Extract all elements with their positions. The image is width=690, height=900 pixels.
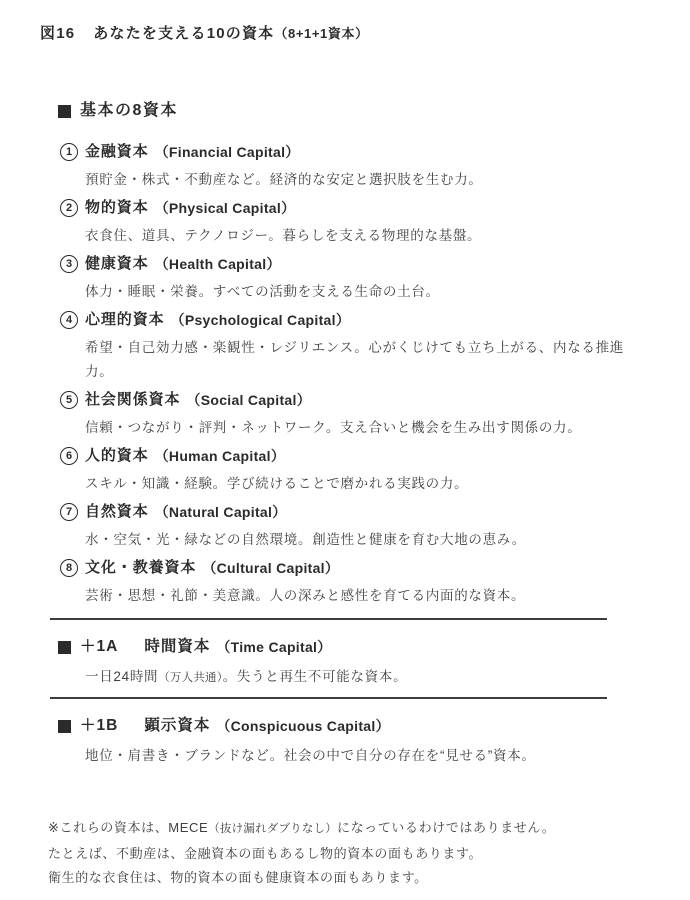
capital-item-natural [60, 501, 690, 552]
figure-title-paren: （8+1+1資本） [274, 26, 369, 41]
capital-name-en: （Natural Capital） [154, 504, 287, 520]
capital-item-heading [60, 309, 690, 331]
footnote-paren-small: （抜け漏れダブりなし） [208, 823, 337, 835]
capital-name: 自然資本 [85, 503, 149, 520]
capital-item-heading [60, 141, 690, 163]
plus-capital-heading [58, 715, 690, 737]
figure-title [40, 24, 690, 44]
footnote-line-1 [48, 816, 690, 842]
capital-description: スキル・知識・経験。学び続けることで磨かれる実践の力。 [85, 476, 469, 491]
description-text: 一日24時間 [85, 669, 159, 684]
capital-description: 体力・睡眠・栄養。すべての活動を支える生命の土台。 [85, 284, 440, 299]
capital-name: 社会関係資本 [85, 391, 181, 408]
capital-name-en: （Financial Capital） [154, 144, 300, 160]
plus-capital-heading [58, 636, 690, 658]
capital-description: 預貯金・株式・不動産など。経済的な安定と選択肢を生む力。 [85, 172, 483, 187]
description-text: 。失うと再生不可能な資本。 [222, 669, 408, 684]
footnote-line-3: 衛生的な衣食住は、物的資本の面も健康資本の面もあります。 [48, 870, 428, 885]
black-square-icon [58, 720, 71, 733]
capital-name-en: （Psychological Capital） [170, 312, 351, 328]
capital-name-en: （Human Capital） [154, 448, 286, 464]
capital-item-financial [60, 141, 690, 192]
circled-number-icon: 6 [60, 447, 78, 465]
figure-title-text: あなたを支える10の資本 [93, 25, 275, 42]
plus-label: ＋1B [80, 717, 119, 734]
capital-item-heading [60, 445, 690, 467]
capital-item-cultural [60, 557, 690, 608]
capital-name-en: （Social Capital） [186, 392, 312, 408]
capital-item-social [60, 389, 690, 440]
capital-description [85, 665, 690, 690]
circled-number-icon: 8 [60, 559, 78, 577]
capital-description: 水・空気・光・緑などの自然環境。創造性と健康を育む大地の恵み。 [85, 532, 527, 547]
circled-number-icon: 3 [60, 255, 78, 273]
section-header-basic8 [58, 100, 690, 122]
section-title: 基本の8資本 [80, 102, 178, 119]
capital-name-en: （Conspicuous Capital） [216, 718, 390, 734]
footnote [48, 816, 690, 891]
description-paren-small: （万人共通） [158, 672, 223, 684]
capital-name: 心理的資本 [85, 311, 165, 328]
capital-name: 顕示資本 [144, 717, 211, 734]
capital-name: 文化・教養資本 [85, 559, 197, 576]
capital-name: 人的資本 [85, 447, 149, 464]
divider-rule [50, 618, 607, 620]
capital-item-heading [60, 557, 690, 579]
circled-number-icon: 4 [60, 311, 78, 329]
black-square-icon [58, 105, 71, 118]
capital-item-heading [60, 253, 690, 275]
capital-name: 健康資本 [85, 255, 149, 272]
capital-name: 時間資本 [144, 638, 211, 655]
circled-number-icon: 5 [60, 391, 78, 409]
capital-name: 物的資本 [85, 199, 149, 216]
capital-description: 希望・自己効力感・楽観性・レジリエンス。心がくじけても立ち上がる、内なる推進力。 [85, 340, 624, 379]
capital-item-time [58, 636, 690, 690]
capital-name-en: （Physical Capital） [154, 200, 296, 216]
capital-item-conspicuous [58, 715, 690, 768]
capital-description: 地位・肩書き・ブランドなど。社会の中で自分の存在を“見せる”資本。 [85, 748, 536, 763]
capital-name-en: （Time Capital） [216, 639, 332, 655]
footnote-text: ※これらの資本は、MECE [48, 820, 209, 835]
divider-rule [50, 697, 607, 699]
footnote-text: になっているわけではありません。 [336, 820, 556, 835]
capital-name: 金融資本 [85, 143, 149, 160]
capital-description: 衣食住、道具、テクノロジー。暮らしを支える物理的な基盤。 [85, 228, 482, 243]
circled-number-icon: 7 [60, 503, 78, 521]
capital-item-physical [60, 197, 690, 248]
figure-number-label: 図16 [40, 25, 76, 42]
capital-item-psychological [60, 309, 690, 384]
capital-item-heading [60, 389, 690, 411]
capital-name-en: （Health Capital） [154, 256, 281, 272]
plus-label: ＋1A [80, 638, 119, 655]
capital-name-en: （Cultural Capital） [202, 560, 340, 576]
footnote-line-2: たとえば、不動産は、金融資本の面もあるし物的資本の面もあります。 [48, 845, 483, 861]
capital-item-heading [60, 501, 690, 523]
circled-number-icon: 2 [60, 199, 78, 217]
capital-item-heading [60, 197, 690, 219]
capital-item-health [60, 253, 690, 304]
circled-number-icon: 1 [60, 143, 78, 161]
capital-item-human [60, 445, 690, 496]
capital-description: 芸術・思想・礼節・美意識。人の深みと感性を育てる内面的な資本。 [85, 588, 526, 603]
capital-description: 信頼・つながり・評判・ネットワーク。支え合いと機会を生み出す関係の力。 [85, 420, 582, 435]
black-square-icon [58, 641, 71, 654]
